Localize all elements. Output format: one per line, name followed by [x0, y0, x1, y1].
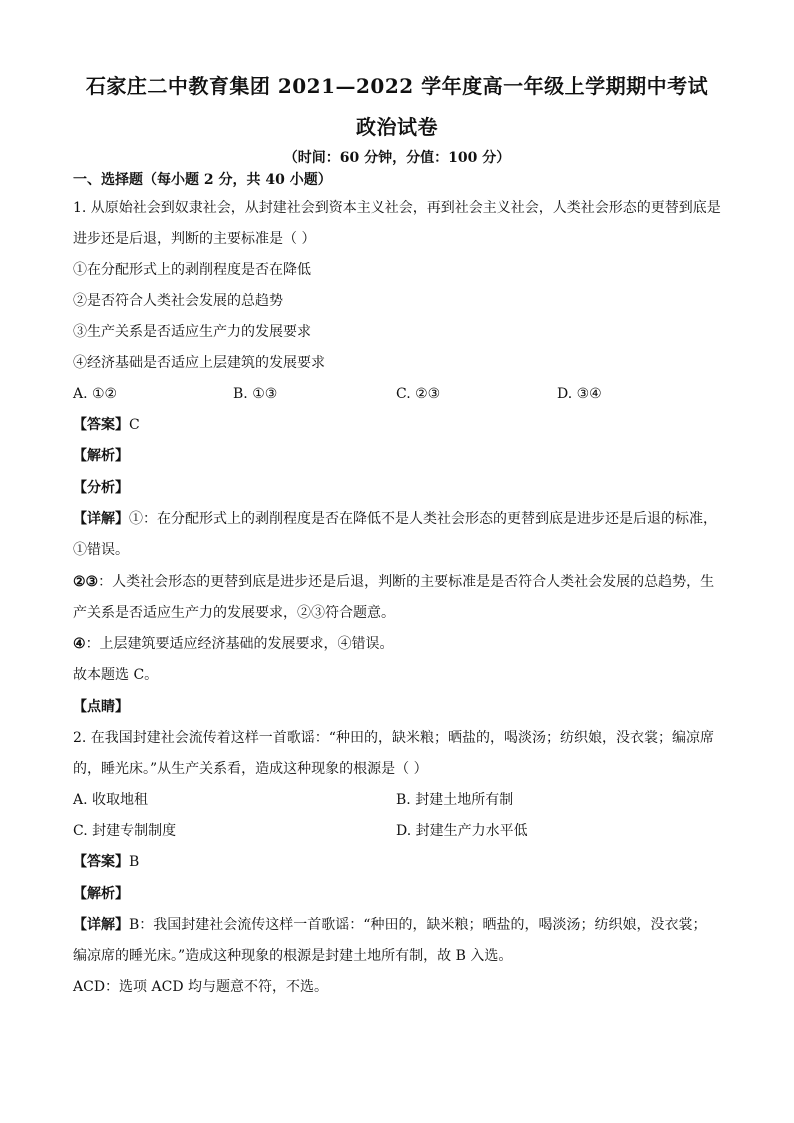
- q1-item-4: ④经济基础是否适应上层建筑的发展要求: [73, 355, 325, 371]
- answer-tag: 【答案】: [73, 417, 129, 433]
- answer-tag: 【答案】: [73, 854, 129, 870]
- q1-detail-line3: [73, 572, 733, 592]
- detail-text: ：上层建筑要适应经济基础的发展要求，④错误。: [85, 636, 394, 652]
- q1-option-a: A. ①②: [73, 386, 118, 402]
- q1-option-b: B. ①③: [233, 386, 278, 402]
- q1-stem-line2: 进步还是后退，判断的主要标准是（ ）: [73, 231, 316, 247]
- section-title: 一、选择题（每小题 2 分，共 40 小题）: [73, 172, 332, 188]
- q2-answer: [73, 852, 733, 872]
- q2-option-d: D. 封建生产力水平低: [396, 823, 528, 839]
- q1-analysis-tag: 【解析】: [73, 448, 129, 464]
- q1-dianjing-tag: 【点睛】: [73, 699, 129, 715]
- detail-text: ：人类社会形态的更替到底是进步还是后退，判断的主要标准是是否符合人类社会发展的总趋势，生: [98, 574, 715, 590]
- q2-analysis-tag: 【解析】: [73, 886, 129, 902]
- detail-text: ①：在分配形式上的剥削程度是否在降低不是人类社会形态的更替到底是进步还是后退的标准，: [129, 511, 717, 527]
- q1-answer: [73, 415, 733, 435]
- answer-value: B: [129, 854, 140, 870]
- q2-option-a: A. 收取地租: [73, 792, 149, 808]
- q1-detail-line1: [73, 509, 733, 529]
- q1-conclusion: 故本题选 C。: [73, 667, 159, 683]
- exam-title: 石家庄二中教育集团 2021—2022 学年度高一年级上学期期中考试: [85, 74, 709, 98]
- q2-stem-line2: 的，睡光床。”从生产关系看，造成这种现象的根源是（ ）: [73, 761, 428, 777]
- q2-stem-line1: 2. 在我国封建社会流传着这样一首歌谣：“种田的，缺米粮；晒盐的，喝淡汤；纺织娘，没衣裳；编凉席: [73, 730, 714, 746]
- q1-item-3: ③生产关系是否适应生产力的发展要求: [73, 324, 311, 340]
- answer-value: C: [129, 417, 140, 433]
- q1-stem-line1: 1. 从原始社会到奴隶社会，从封建社会到资本主义社会，再到社会主义社会，人类社会形态的更替到底是: [73, 200, 721, 216]
- q1-detail-line5: [73, 634, 733, 654]
- detail-tag: 【详解】: [73, 511, 129, 527]
- q2-detail-line1: [73, 915, 733, 935]
- q1-detail-line2: ①错误。: [73, 542, 129, 558]
- exam-subtitle: 政治试卷: [356, 115, 438, 139]
- detail-text: B：我国封建社会流传这样一首歌谣：“种田的，缺米粮；晒盐的，喝淡汤；纺织娘，没衣裳；: [129, 917, 707, 933]
- q1-item-2: ②是否符合人类社会发展的总趋势: [73, 293, 283, 309]
- q1-item-1: ①在分配形式上的剥削程度是否在降低: [73, 262, 311, 278]
- q1-option-c: C. ②③: [396, 386, 441, 402]
- q2-option-c: C. 封建专制制度: [73, 823, 177, 839]
- detail-tag: 【详解】: [73, 917, 129, 933]
- detail-mark: ②③: [73, 574, 99, 590]
- q1-option-d: D. ③④: [557, 386, 602, 402]
- q2-detail-line3: ACD：选项 ACD 均与题意不符，不选。: [73, 979, 328, 995]
- q1-fenxi-tag: 【分析】: [73, 480, 129, 496]
- detail-mark: ④: [73, 636, 86, 652]
- exam-meta: （时间：60 分钟，分值：100 分）: [283, 150, 511, 166]
- q1-detail-line4: 产关系是否适应生产力的发展要求，②③符合题意。: [73, 605, 395, 621]
- q2-detail-line2: 编凉席的睡光床。”造成这种现象的根源是封建土地所有制，故 B 入选。: [73, 948, 513, 964]
- q2-option-b: B. 封建土地所有制: [396, 792, 514, 808]
